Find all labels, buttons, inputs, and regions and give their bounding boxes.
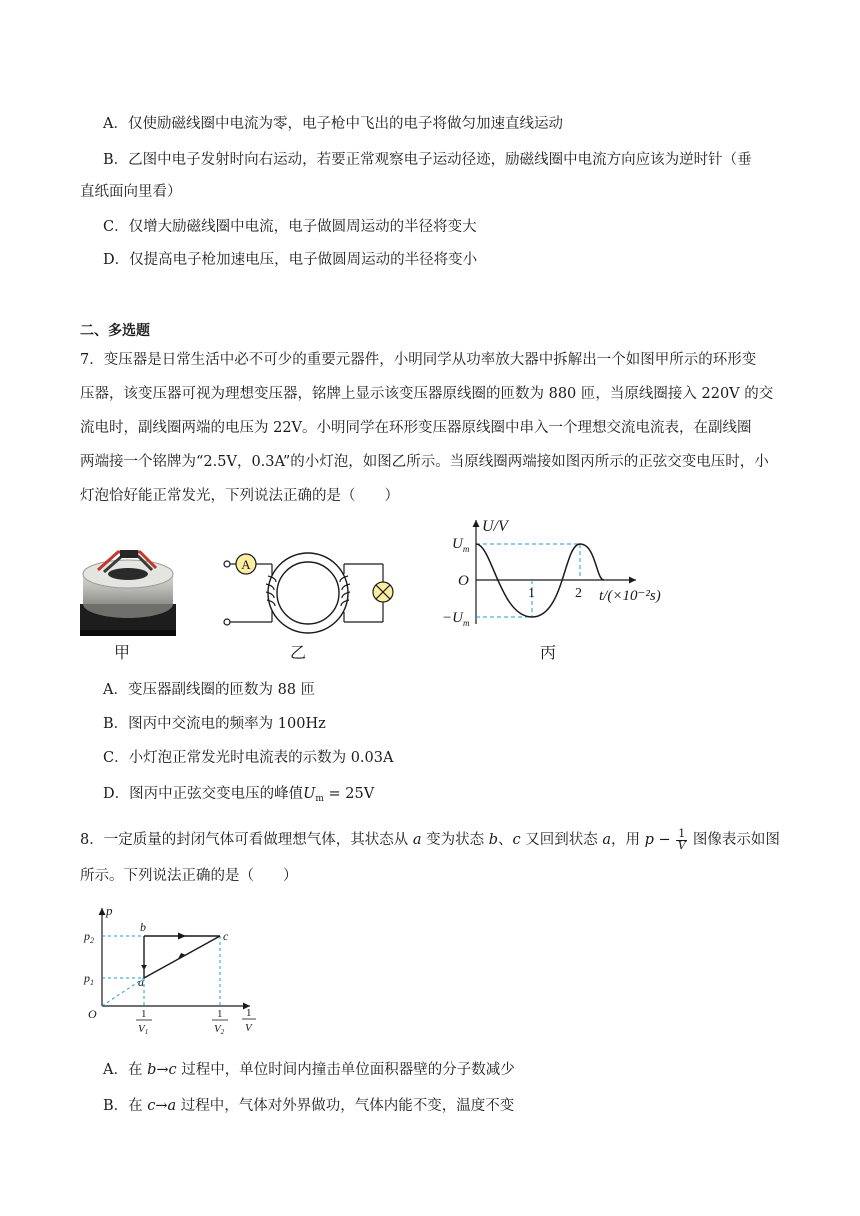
q6-option-a: A．仅使励磁线圈中电流为零，电子枪中飞出的电子将做匀加速直线运动 [103,116,563,132]
origin-label-2: O [88,1007,97,1021]
neg-um-label: $-U_m$ [442,610,470,628]
q7-line-3: 流电时，副线圈两端的电压为 22V。小明同学在环形变压器原线圈中串入一个理想交流电流表，在副线圈 [80,420,752,436]
q6-option-d: D．仅提高电子枪加速电压，电子做圆周运动的半径将变小 [103,252,478,268]
q7-line-4: 两端接一个铭牌为“2.5V，0.3A”的小灯泡，如图乙所示。当原线圈两端接如图丙所示的正弦交变电压时，小 [80,454,769,470]
section-title: 二、多选题 [80,323,150,339]
ammeter-label: A [241,557,251,572]
q6-option-b: B．乙图中电子发射时向右运动，若要正常观察电子运动径迹，励磁线圈中电流方向应该为逆时针（垂 [103,152,752,168]
q8-line-1: 8．一定质量的封闭气体可看做理想气体，其状态从 a 变为状态 b、c 又回到状态 a，用 $p - \frac{1}{V}$ 图像表示如图 [80,827,780,852]
um-label: $U_m$ [452,536,470,554]
transformer-circuit-diagram [218,546,396,646]
caption-bing: 丙 [540,643,557,662]
sine-voltage-graph [436,514,680,630]
q7-line-2: 压器，该变压器可视为理想变压器，铭牌上显示该变压器原线圈的匝数为 880 匝，当原线圈接入 220V 的交 [80,386,774,402]
x-axis-num: 1 [246,1007,252,1019]
q8-option-a: A．在 b→c 过程中，单位时间内撞击单位面积器壁的分子数减少 [103,1062,515,1078]
origin-label: O [458,573,469,589]
toroidal-transformer-photo [74,546,182,638]
q8-option-b: B．在 c→a 过程中，气体对外界做功，气体内能不变，温度不变 [103,1098,515,1114]
q6-option-c: C．仅增大励磁线圈中电流，电子做圆周运动的半径将变大 [103,219,477,235]
x-axis-label: t/(×10⁻²s) [599,588,661,604]
point-b: b [140,920,146,934]
caption-yi: 乙 [290,643,307,662]
q7-option-d: D．图丙中正弦交变电压的峰值$U_m = 25V$ [103,786,375,804]
q7-option-b: B．图丙中交流电的频率为 100Hz [103,716,326,732]
v1-den: V1 [138,1023,149,1036]
q7-line-1: 7．变压器是日常生活中必不可少的重要元器件，小明同学从功率放大器中拆解出一个如图甲所示的环形变 [80,352,757,368]
p1-label: $p_1$ [84,971,94,987]
q7-line-5: 灯泡恰好能正常发光，下列说法正确的是（ ） [80,488,399,504]
q8-line-2: 所示。下列说法正确的是（ ） [80,868,298,884]
q7-option-a: A．变压器副线圈的匝数为 88 匝 [103,682,316,698]
x-axis-den: V [245,1022,252,1034]
y-axis-label: U/V [482,518,508,535]
point-c: c [223,929,229,943]
v2-num: 1 [217,1008,223,1020]
v2-den: V2 [214,1023,225,1036]
tick-1: 1 [528,586,535,601]
p2-label: $p_2$ [84,929,94,945]
p-inverse-v-graph [78,902,264,1038]
tick-2: 2 [575,586,582,601]
p-axis-label: p [106,903,113,918]
q6-option-b-cont: 直纸面向里看） [80,184,182,200]
v1-num: 1 [141,1008,147,1020]
q7-option-c: C．小灯泡正常发光时电流表的示数为 0.03A [103,750,394,766]
point-a: a [138,975,144,989]
caption-jia: 甲 [114,643,131,662]
